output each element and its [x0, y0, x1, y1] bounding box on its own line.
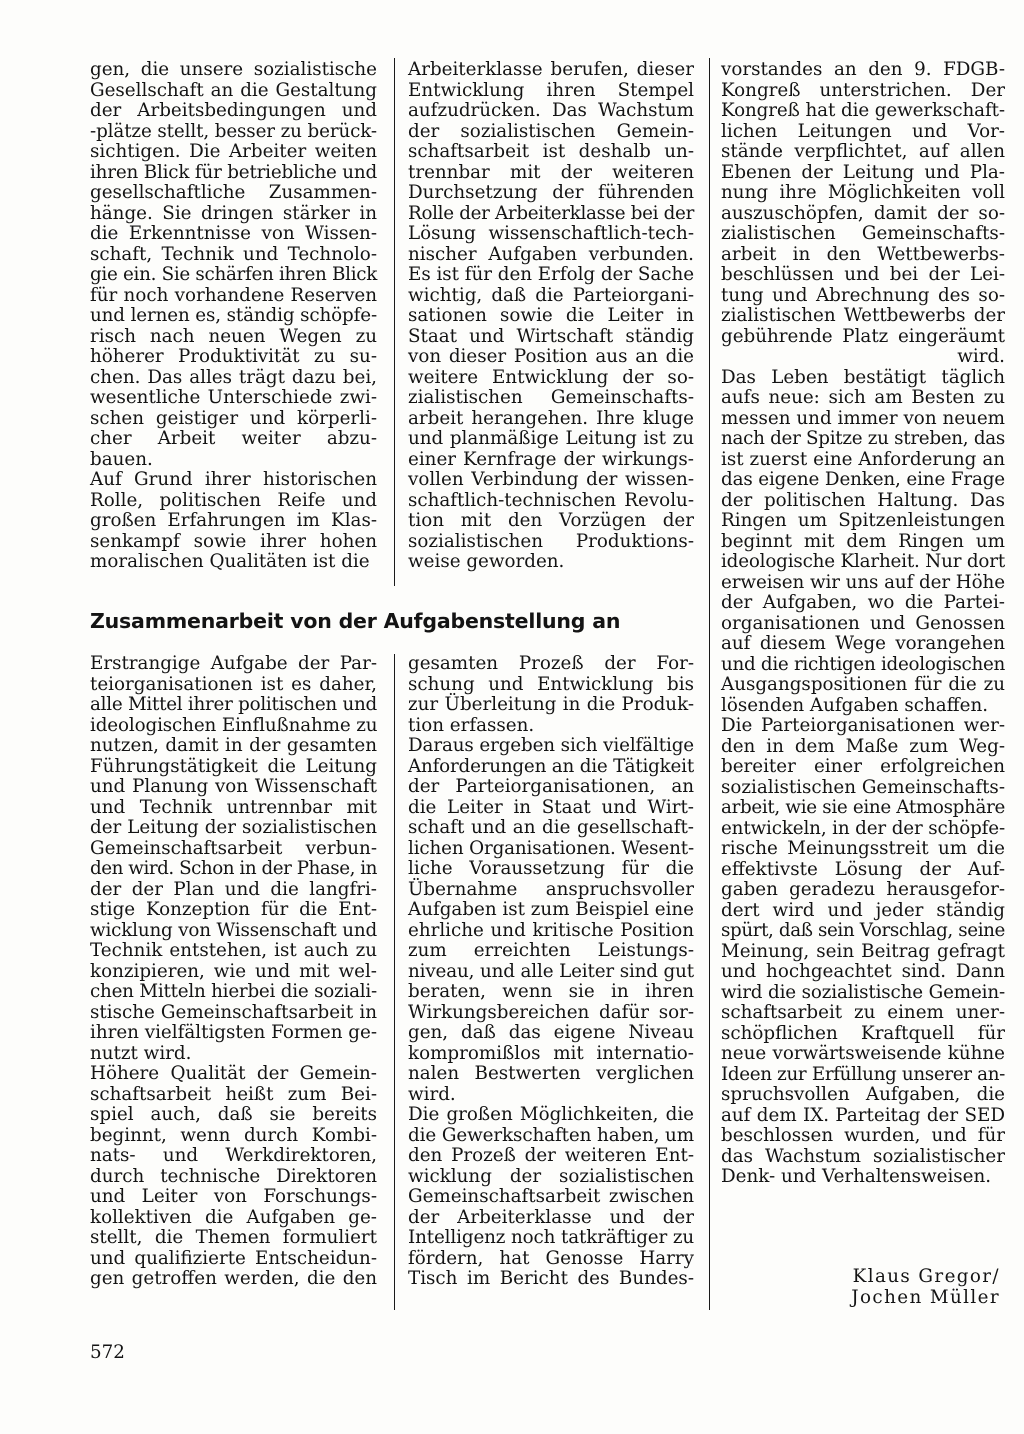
text-line: zialistischen Gemeinschafts-	[721, 223, 1005, 244]
text-line: Rolle, politischen Reife und	[90, 489, 377, 511]
text-line: Meinung, sein Beitrag gefragt	[721, 940, 1005, 962]
text-line: effektivste Lösung der Auf-	[721, 858, 1005, 880]
text-line: der Arbeitsbedingungen und	[90, 100, 377, 121]
text-line: lichen Leitungen und Vor-	[721, 120, 1005, 142]
text-line: arbeit in den Wettbewerbs-	[721, 243, 1005, 265]
text-line: Denk- und Verhaltensweisen.	[721, 1166, 992, 1187]
text-line: einer Kernfrage der wirkungs-	[408, 448, 694, 470]
text-line: bereiter einer erfolgreichen	[721, 756, 1005, 777]
text-line: der Aufgaben, wo die Partei-	[721, 592, 1005, 613]
text-line: kollektiven die Aufgaben ge-	[90, 1206, 377, 1228]
text-line: niveau, und alle Leiter sind gut	[408, 960, 694, 982]
text-line: gesamten Prozeß der For-	[408, 653, 694, 674]
text-line: spiel auch, daß sie bereits	[90, 1104, 377, 1125]
text-line: dert wird und jeder ständig	[721, 899, 1005, 921]
text-line: bauen.	[90, 448, 153, 470]
text-line: lösenden Aufgaben schaffen.	[721, 694, 989, 716]
text-line: Ringen um Spitzenleistungen	[721, 510, 1005, 531]
text-line: Entwicklung ihren Stempel	[408, 79, 694, 101]
text-line: Gemeinschaftsarbeit zwischen	[408, 1186, 694, 1207]
text-line: lichen Organisationen. Wesent-	[408, 837, 694, 859]
text-line: und Leiter von Forschungs-	[90, 1186, 377, 1207]
text-line: vorstandes an den 9. FDGB-	[721, 59, 1005, 80]
text-line: gie ein. Sie schärfen ihren Blick	[90, 264, 377, 285]
column-top-middle	[408, 60, 694, 573]
text-line: teiorganisationen ist es daher,	[90, 673, 377, 695]
text-line: trennbar mit der weiteren	[408, 161, 694, 183]
text-line: weitere Entwicklung der so-	[408, 366, 694, 388]
text-line: Tisch im Bericht des Bundes-	[408, 1268, 694, 1289]
text-line: sichtigen. Die Arbeiter weiten	[90, 141, 377, 162]
text-line: spürt, daß sein Vorschlag, seine	[721, 920, 1005, 941]
text-line: moralischen Qualitäten ist die	[90, 551, 370, 572]
text-line: Kongreß hat die gewerkschaft-	[721, 100, 1005, 121]
text-line: Arbeiterklasse berufen, dieser	[408, 59, 694, 80]
text-line: cher Arbeit weiter abzu-	[90, 428, 377, 449]
text-line: arbeit herangehen. Ihre kluge	[408, 407, 694, 429]
text-line: wicklung der sozialistischen	[408, 1165, 694, 1187]
text-line: wird.	[408, 1083, 456, 1105]
text-line: Intelligenz noch tatkräftiger zu	[408, 1227, 694, 1248]
text-line: sozialistischen Gemeinschafts-	[721, 776, 1005, 798]
column-rule-top-left	[394, 58, 395, 586]
text-line: liche Voraussetzung für die	[408, 858, 694, 879]
author-signature	[851, 1266, 1000, 1308]
text-line: der politischen Haltung. Das	[721, 489, 1005, 511]
text-line: das eigene Denken, eine Frage	[721, 469, 1005, 490]
text-line: und hochgeachtet sind. Dann	[721, 961, 1005, 982]
text-line: und planmäßige Leitung ist zu	[408, 428, 694, 449]
text-line: aufs neue: sich am Besten zu	[721, 387, 1005, 408]
text-line: ideologischen Einflußnahme zu	[90, 714, 378, 736]
text-line: beschlossen wurden, und für	[721, 1125, 1005, 1146]
text-line: Ausgangspositionen für die zu	[721, 674, 1005, 695]
text-line: und lernen es, ständig schöpfe-	[90, 305, 377, 326]
text-line: Kongreß unterstrichen. Der	[721, 79, 1005, 101]
text-line: risch nach neuen Wegen zu	[90, 325, 377, 347]
text-line: schöpflichen Kraftquell für	[721, 1022, 1005, 1044]
text-line: sationen sowie die Leiter in	[408, 305, 694, 326]
text-line: den Prozeß der weiteren Ent-	[408, 1145, 694, 1166]
text-line: beraten, wenn sie in ihren	[408, 981, 694, 1002]
text-line: schaftlich-technischen Revolu-	[408, 489, 694, 511]
column-rule-right	[709, 58, 710, 1310]
text-line: das Wachstum sozialistischer	[721, 1145, 1005, 1167]
text-line: erweisen wir uns auf der Höhe	[721, 571, 1005, 593]
text-line: zialistischen Wettbewerbs der	[721, 305, 1005, 326]
text-line: und die richtigen ideologischen	[721, 653, 1005, 675]
text-line: Lösung wissenschaftlich-tech-	[408, 223, 694, 244]
text-line: zialistischen Gemeinschafts-	[408, 387, 694, 408]
text-line: schaftsarbeit ist deshalb un-	[408, 141, 694, 162]
text-line: ehrliche und kritische Position	[408, 919, 694, 941]
text-line: von dieser Position aus an die	[408, 346, 694, 367]
text-line: weise geworden.	[408, 551, 565, 572]
column-right	[721, 60, 1005, 1188]
author-line: Klaus Gregor/	[852, 1266, 1000, 1287]
text-line: Auf Grund ihrer historischen	[90, 469, 377, 490]
author-line: Jochen Müller	[851, 1287, 1000, 1308]
text-line: konzipieren, wie und mit wel-	[90, 960, 377, 982]
text-line: Führungstätigkeit die Leitung	[90, 755, 377, 777]
text-line: Daraus ergeben sich vielfältige	[408, 735, 694, 756]
text-line: auf diesem Wege vorangehen	[721, 633, 1005, 654]
text-line: Ebenen der Leitung und Pla-	[721, 161, 1005, 183]
text-line: gesellschaftliche Zusammen-	[90, 182, 377, 203]
text-line: beschlüssen und bei der Lei-	[721, 264, 1005, 285]
text-line: die Gewerkschaften haben, um	[408, 1124, 694, 1146]
text-line: gen getroffen werden, die den	[90, 1268, 377, 1289]
text-line: den wird. Schon in der Phase, in	[90, 858, 377, 879]
text-line: der Parteiorganisationen, an	[408, 776, 694, 797]
text-line: Technik entstehen, ist auch zu	[90, 940, 377, 961]
text-line: tung und Abrechnung des so-	[721, 284, 1005, 306]
text-line: wird die sozialistische Gemein-	[721, 981, 1005, 1003]
text-line: Die Parteiorganisationen wer-	[721, 715, 1005, 736]
text-line: nats- und Werkdirektoren,	[90, 1145, 377, 1166]
text-line: tion erfassen.	[408, 714, 535, 736]
text-line: spruchsvollen Aufgaben, die	[721, 1084, 1005, 1105]
text-line: stände verpflichtet, auf allen	[721, 141, 1005, 162]
text-line: ihren vielfältigsten Formen ge-	[90, 1022, 377, 1043]
text-line: auszuschöpfen, damit der so-	[721, 202, 1005, 224]
text-line: Das Leben bestätigt täglich	[721, 366, 1005, 388]
text-line: Gemeinschaftsarbeit verbun-	[90, 837, 377, 859]
column-bottom-middle	[408, 654, 694, 1290]
text-line: wicklung von Wissenschaft und	[90, 919, 377, 941]
column-rule-bottom-left	[394, 654, 395, 1310]
text-line: gaben geradezu herausgefor-	[721, 879, 1005, 900]
text-line: vollen Verbindung der wissen-	[408, 469, 694, 490]
text-line: stische Gemeinschaftsarbeit in	[90, 1001, 377, 1023]
text-line: nalen Bestwerten verglichen	[408, 1063, 694, 1084]
text-line: die Erkenntnisse von Wissen-	[90, 223, 377, 244]
text-line: arbeit, wie sie eine Atmosphäre	[721, 797, 1005, 818]
text-line: großen Erfahrungen im Klas-	[90, 510, 377, 531]
text-line: nutzt wird.	[90, 1042, 192, 1064]
text-line: ideologische Klarheit. Nur dort	[721, 551, 1005, 572]
text-line: schaftsarbeit heißt zum Bei-	[90, 1083, 377, 1105]
text-line: der Leitung der sozialistischen	[90, 817, 377, 838]
text-line: Aufgaben ist zum Beispiel eine	[408, 899, 694, 920]
text-line: und qualifizierte Entscheidun-	[90, 1247, 377, 1269]
column-top-left	[90, 60, 377, 573]
page-number: 572	[90, 1342, 125, 1363]
text-line: der sozialistischen Gemein-	[408, 120, 694, 142]
text-line: neue vorwärtsweisende kühne	[721, 1043, 1005, 1064]
text-line: beginnt mit dem Ringen um	[721, 530, 1005, 552]
text-line: schaftsarbeit zu einem uner-	[721, 1002, 1005, 1023]
text-line: hänge. Sie dringen stärker in	[90, 202, 377, 224]
text-line: fördern, hat Genosse Harry	[408, 1247, 694, 1269]
column-bottom-left	[90, 654, 377, 1290]
text-line: schen geistiger und körperli-	[90, 407, 377, 429]
text-line: Staat und Wirtschaft ständig	[408, 325, 694, 347]
text-line: Höhere Qualität der Gemein-	[90, 1063, 377, 1084]
text-line: beginnt, wenn durch Kombi-	[90, 1124, 377, 1146]
text-line: stellt, die Themen formuliert	[90, 1227, 377, 1248]
text-line: Anforderungen an die Tätigkeit	[408, 755, 694, 777]
text-line: Die großen Möglichkeiten, die	[408, 1104, 694, 1125]
text-line: kompromißlos mit internatio-	[408, 1042, 694, 1064]
text-line: nung ihre Möglichkeiten voll	[721, 182, 1005, 203]
text-line: ihren Blick für betriebliche und	[90, 161, 377, 183]
text-line: schung und Entwicklung bis	[408, 673, 694, 695]
text-line: für noch vorhandene Reserven	[90, 284, 377, 306]
text-line: Durchsetzung der führenden	[408, 182, 694, 203]
text-line: -plätze stellt, besser zu berück-	[90, 120, 377, 142]
text-line: messen und immer von neuem	[721, 407, 1005, 429]
text-line: zur Überleitung in die Produk-	[408, 694, 694, 715]
text-line: chen. Das alles trägt dazu bei,	[90, 366, 377, 388]
text-line: höherer Produktivität zu su-	[90, 346, 377, 367]
text-line: der der Plan und die langfri-	[90, 878, 377, 900]
text-line: nutzen, damit in der gesamten	[90, 735, 377, 756]
text-line: gen, daß das eigene Niveau	[408, 1022, 694, 1043]
text-line: gebührende Platz eingeräumt	[721, 325, 1005, 347]
text-line: ist zuerst eine Anforderung an	[721, 448, 1005, 470]
text-line: organisationen und Genossen	[721, 612, 1005, 634]
text-line: stige Konzeption für die Ent-	[90, 899, 377, 920]
text-line: nischer Aufgaben verbunden.	[408, 243, 694, 265]
text-line: durch technische Direktoren	[90, 1165, 377, 1187]
text-line: alle Mittel ihrer politischen und	[90, 694, 377, 715]
text-line: Es ist für den Erfolg der Sache	[408, 264, 694, 285]
text-line: wird.	[957, 346, 1005, 367]
text-line: Erstrangige Aufgabe der Par-	[90, 653, 377, 674]
text-line: schaft und an die gesellschaft-	[408, 817, 694, 838]
text-line: chen Mitteln hierbei die soziali-	[90, 981, 377, 1002]
text-line: sozialistischen Produktions-	[408, 530, 694, 552]
text-line: wesentliche Unterschiede zwi-	[90, 387, 377, 408]
section-heading: Zusammenarbeit von der Aufgabenstellung an	[90, 609, 621, 633]
text-line: Rolle der Arbeiterklasse bei der	[408, 202, 694, 224]
text-line: Wirkungsbereichen dafür sor-	[408, 1001, 694, 1023]
text-line: schaft, Technik und Technolo-	[90, 243, 377, 265]
text-line: wichtig, daß die Parteiorgani-	[408, 284, 694, 306]
text-line: den in dem Maße zum Weg-	[721, 735, 1005, 757]
text-line: rische Meinungsstreit um die	[721, 838, 1005, 859]
text-line: aufzudrücken. Das Wachstum	[408, 100, 694, 121]
text-line: nach der Spitze zu streben, das	[721, 428, 1005, 449]
text-line: die Leiter in Staat und Wirt-	[408, 796, 694, 818]
text-line: gen, die unsere sozialistische	[90, 59, 377, 80]
text-line: der Arbeiterklasse und der	[408, 1206, 694, 1228]
text-line: Gesellschaft an die Gestaltung	[90, 79, 377, 101]
text-line: auf dem IX. Parteitag der SED	[721, 1104, 1005, 1126]
text-line: tion mit den Vorzügen der	[408, 510, 694, 531]
text-line: Übernahme anspruchsvoller	[408, 878, 694, 900]
text-line: senkampf sowie ihrer hohen	[90, 530, 377, 552]
text-line: entwickeln, in der der schöpfe-	[721, 817, 1005, 839]
text-line: und Technik untrennbar mit	[90, 796, 377, 818]
text-line: Ideen zur Erfüllung unserer an-	[721, 1063, 1005, 1085]
text-line: zum erreichten Leistungs-	[408, 940, 694, 961]
text-line: und Planung von Wissenschaft	[90, 776, 377, 797]
